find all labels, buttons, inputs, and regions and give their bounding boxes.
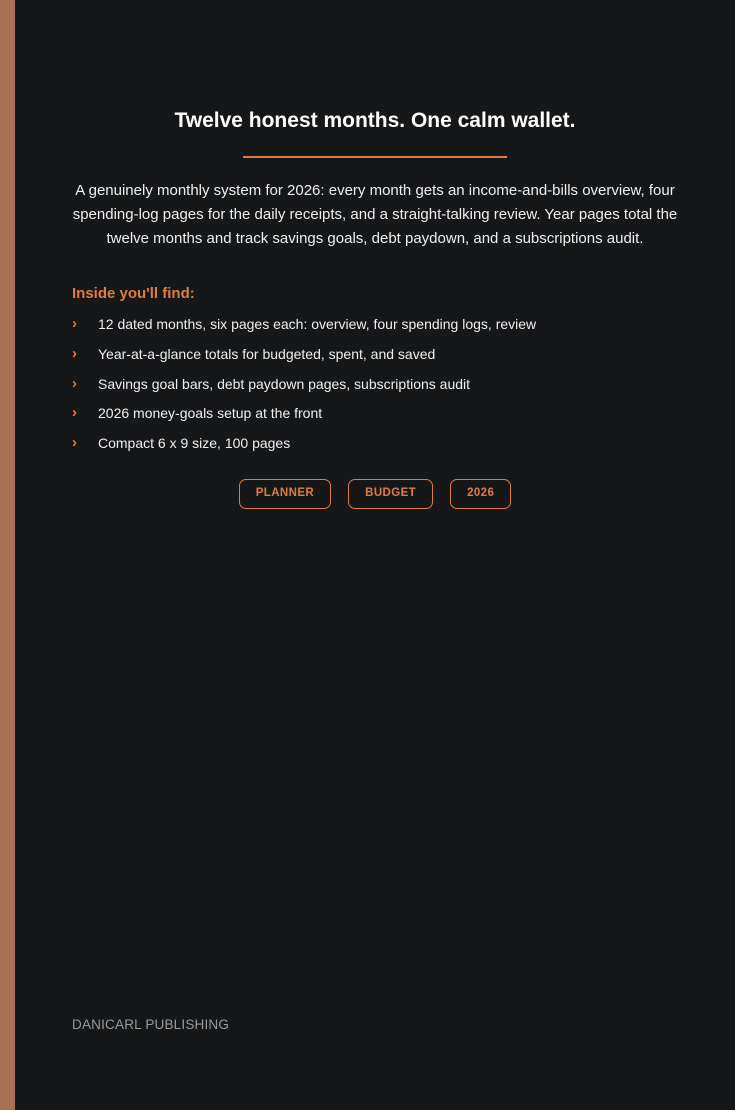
chevron-right-icon: › [72, 404, 77, 422]
feature-text: 12 dated months, six pages each: overview, four spending logs, review [98, 316, 537, 332]
tag-year: 2026 [450, 479, 511, 509]
title-divider [243, 156, 507, 158]
chevron-right-icon: › [72, 434, 77, 451]
feature-item [72, 433, 692, 463]
feature-text: Year-at-a-glance totals for budgeted, spent, and saved [98, 345, 436, 362]
intro-paragraph: A genuinely monthly system for 2026: every month gets an income-and-bills overview, four spending-log pages for the daily receipts, and a straight-talking review. Year pages total the twelve months and track savings goals, debt paydown, and a subscriptions audit. [72, 182, 678, 247]
cover-title: Twelve honest months. One calm wallet. [174, 109, 576, 132]
tag-budget: BUDGET [348, 479, 433, 509]
feature-text: 2026 money-goals setup at the front [98, 405, 323, 422]
feature-text: Compact 6 x 9 size, 100 pages [98, 435, 291, 451]
publisher-name: DANICARL PUBLISHING [72, 1017, 230, 1032]
spine-stripe [0, 0, 15, 1110]
feature-list [72, 314, 692, 463]
feature-text: Savings goal bars, debt paydown pages, subscriptions audit [98, 375, 471, 392]
feature-item [72, 314, 692, 344]
feature-item [72, 403, 692, 433]
inside-heading: Inside you'll find: [72, 285, 195, 302]
tag-planner: PLANNER [239, 479, 331, 509]
chevron-right-icon: › [72, 374, 77, 392]
feature-item [72, 344, 692, 374]
tag-row [15, 479, 735, 509]
chevron-right-icon: › [72, 315, 77, 332]
chevron-right-icon: › [72, 344, 77, 362]
feature-item [72, 374, 692, 404]
